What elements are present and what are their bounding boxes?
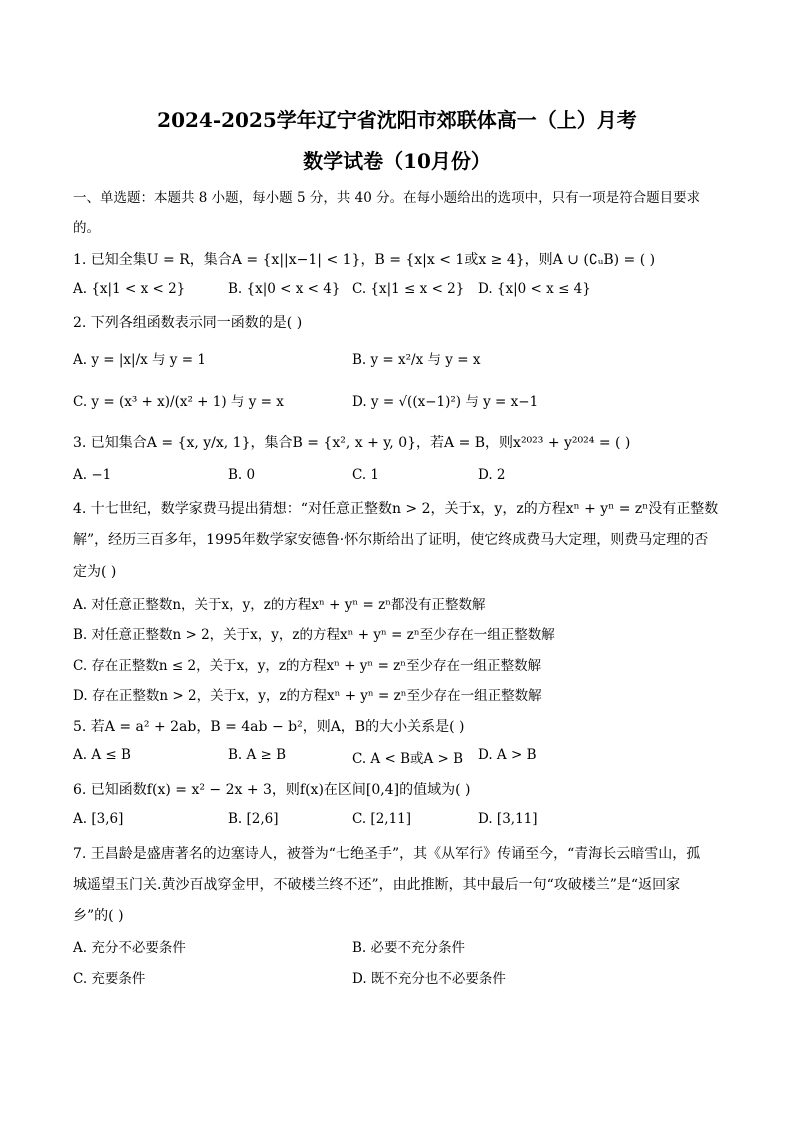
question-6-option-a: A. [3,6] <box>73 811 124 827</box>
question-4-stem-line-2: 解”，经历三百多年，1995年数学家安德鲁·怀尔斯给出了证明，使它终成费马大定理，则费马定理的否 <box>73 532 709 548</box>
question-6-stem: 6. 已知函数f(x) = x² − 2x + 3，则f(x)在区间[0,4]的值域为( ) <box>73 782 471 798</box>
question-1-stem: 1. 已知全集U = R，集合A = {x||x−1| < 1}，B = {x|x < 1或x ≥ 4}，则A ∪ (∁ᵤB) = ( ) <box>73 252 656 268</box>
question-5-option-d: D. A > B <box>478 747 537 763</box>
question-3-option-d: D. 2 <box>478 467 506 483</box>
section-heading: 一、单选题：本题共 8 小题，每小题 5 分，共 40 分。在每小题给出的选项中，只有一项是符合题目要求 <box>73 190 701 206</box>
section-heading-cont: 的。 <box>73 220 100 236</box>
question-5-stem: 5. 若A = a² + 2ab，B = 4ab − b²，则A，B的大小关系是( ) <box>73 719 465 735</box>
question-4-stem-line-3: 定为( ) <box>73 564 117 580</box>
question-7-option-c: C. 充要条件 <box>73 971 146 987</box>
question-2-stem: 2. 下列各组函数表示同一函数的是( ) <box>73 315 303 331</box>
question-1-option-d: D. {x|0 < x ≤ 4} <box>478 281 591 297</box>
question-3-option-c: C. 1 <box>352 467 380 483</box>
question-3-option-a: A. −1 <box>73 467 112 483</box>
question-2-option-a: A. y = |x|/x 与 y = 1 <box>73 352 206 368</box>
question-3-option-b: B. 0 <box>228 467 256 483</box>
exam-subtitle: 数学试卷（10月份） <box>303 149 491 173</box>
question-7-option-a: A. 充分不必要条件 <box>73 940 186 956</box>
question-5-option-c: C. A < B或A > B <box>352 751 464 767</box>
question-4-option-a: A. 对任意正整数n，关于x，y，z的方程xⁿ + yⁿ = zⁿ都没有正整数解 <box>73 597 486 613</box>
question-6-option-d: D. [3,11] <box>478 811 538 827</box>
question-5-option-b: B. A ≥ B <box>228 747 287 763</box>
question-4-stem-line-1: 4. 十七世纪，数学家费马提出猜想：“对任意正整数n > 2，关于x，y，z的方程xⁿ + yⁿ = zⁿ没有正整数 <box>73 501 719 517</box>
question-7-stem-line-1: 7. 王昌龄是盛唐著名的边塞诗人，被誉为“七绝圣手”，其《从军行》传诵至今，“青海长云暗雪山，孤 <box>73 846 701 862</box>
question-1-option-c: C. {x|1 ≤ x < 2} <box>352 281 465 297</box>
question-1-option-a: A. {x|1 < x < 2} <box>73 281 186 297</box>
question-6-option-c: C. [2,11] <box>352 811 412 827</box>
question-7-option-b: B. 必要不充分条件 <box>352 940 466 956</box>
question-4-option-b: B. 对任意正整数n > 2，关于x，y，z的方程xⁿ + yⁿ = zⁿ至少存在一组正整数解 <box>73 627 555 643</box>
question-3-stem: 3. 已知集合A = {x, y/x, 1}，集合B = {x², x + y, 0}，若A = B，则x²⁰²³ + y²⁰²⁴ = ( ) <box>73 435 631 451</box>
question-6-option-b: B. [2,6] <box>228 811 279 827</box>
question-7-stem-line-2: 城遥望玉门关.黄沙百战穿金甲，不破楼兰终不还”，由此推断，其中最后一句“攻破楼兰”是“返回家 <box>73 877 681 893</box>
question-1-option-b: B. {x|0 < x < 4} <box>228 281 341 297</box>
question-4-option-c: C. 存在正整数n ≤ 2，关于x，y，z的方程xⁿ + yⁿ = zⁿ至少存在一组正整数解 <box>73 658 542 674</box>
question-2-option-c: C. y = (x³ + x)/(x² + 1) 与 y = x <box>73 394 284 410</box>
question-7-stem-line-3: 乡”的( ) <box>73 908 124 924</box>
exam-title: 2024-2025学年辽宁省沈阳市郊联体高一（上）月考 <box>157 108 637 132</box>
question-2-option-b: B. y = x²/x 与 y = x <box>352 352 481 368</box>
question-7-option-d: D. 既不充分也不必要条件 <box>352 971 506 987</box>
question-2-option-d: D. y = √((x−1)²) 与 y = x−1 <box>352 394 539 410</box>
question-4-option-d: D. 存在正整数n > 2，关于x，y，z的方程xⁿ + yⁿ = zⁿ至少存在一组正整数解 <box>73 688 542 704</box>
question-5-option-a: A. A ≤ B <box>73 747 131 763</box>
